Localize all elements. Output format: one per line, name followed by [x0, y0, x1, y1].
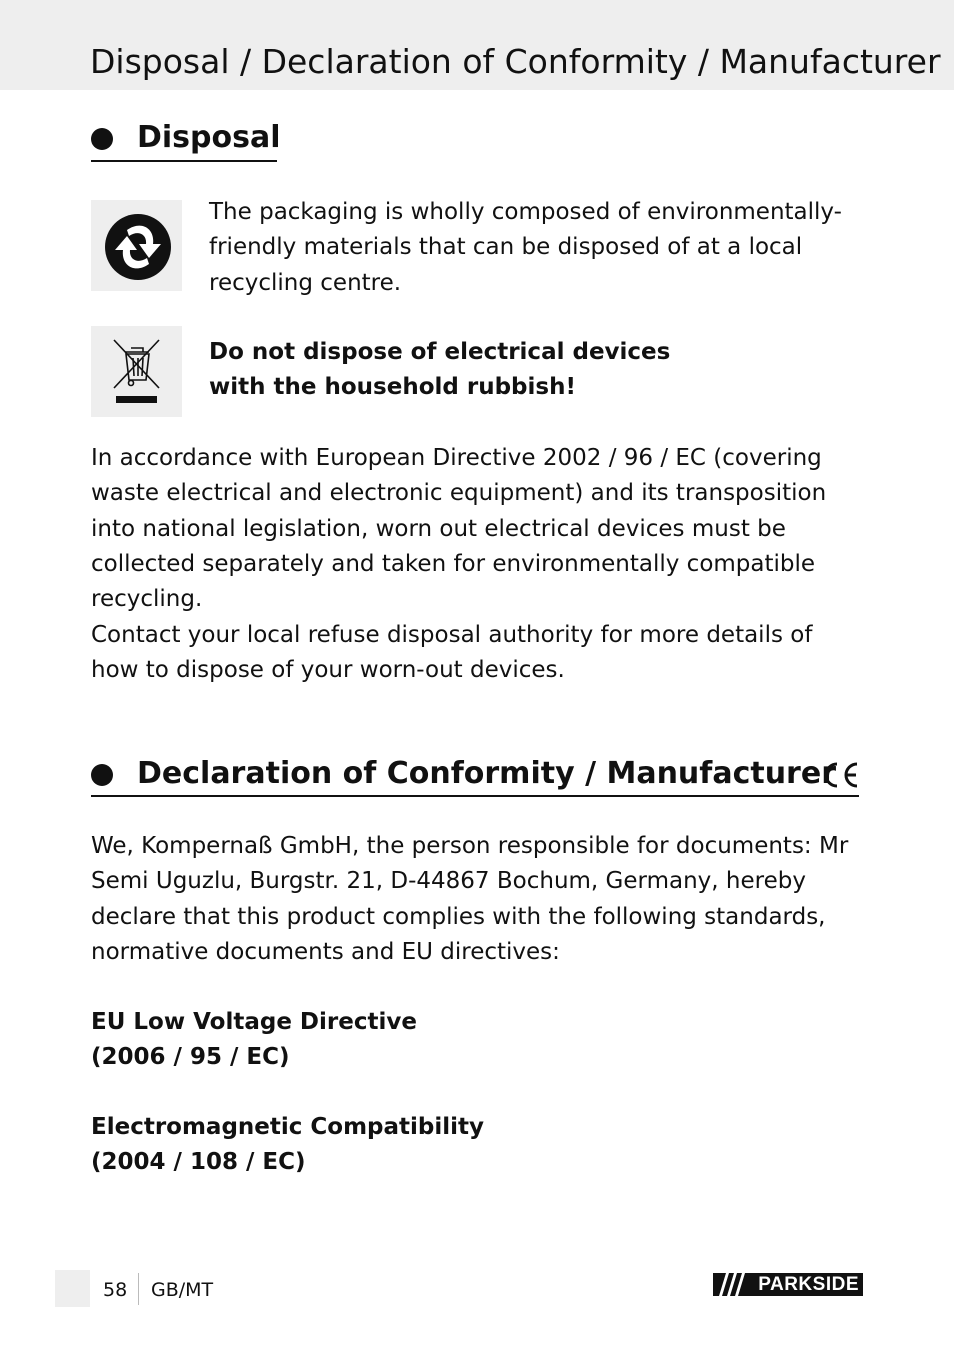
contact-paragraph: Contact your local refuse disposal authority for more details of how to dispose of your worn-out devices.: [91, 622, 813, 684]
green-dot-recycling-icon: [91, 200, 182, 291]
conformity-heading-rule: [91, 795, 859, 797]
declaration-paragraph: We, Kompernaß GmbH, the person responsible for documents: Mr Semi Uguzlu, Burgstr. 21, D-44867 Bochum, Germany, hereby declare that this product complies with the following standards, normative documents and EU directives:: [91, 833, 849, 965]
warning-line-1: Do not dispose of electrical devices: [209, 339, 671, 365]
standard-2-line-1: Electromagnetic Compatibility: [91, 1114, 485, 1140]
brand-logo: [713, 1273, 863, 1296]
ce-mark-icon: [821, 760, 861, 790]
warning-line-2: with the household rubbish!: [209, 374, 576, 400]
weee-icon-box: [91, 326, 182, 417]
recycle-icon-box: [91, 200, 182, 291]
directive-paragraph: In accordance with European Directive 2002 / 96 / EC (covering waste electrical and electronic equipment) and its transposition into national legislation, worn out electrical devices must be collected separately and taken for environmentally compatible recycling.: [91, 445, 827, 613]
standard-1-line-2: (2006 / 95 / EC): [91, 1044, 290, 1070]
bullet-icon: [91, 128, 113, 150]
disposal-heading-text: Disposal: [137, 120, 281, 155]
brand-name: PARKSIDE: [758, 1274, 859, 1295]
crossed-out-wheelie-bin-icon: [91, 326, 182, 417]
disposal-heading-rule: [91, 160, 277, 162]
footer-tab: [55, 1270, 90, 1307]
page-title: Disposal / Declaration of Conformity / Manufacturer: [90, 42, 941, 81]
page-language: GB/MT: [151, 1279, 214, 1301]
brand-stripes-icon: [717, 1273, 747, 1296]
standard-2-line-2: (2004 / 108 / EC): [91, 1149, 306, 1175]
packaging-text: The packaging is wholly composed of environmentally-friendly materials that can be disposed of at a local recycling centre.: [209, 199, 842, 296]
page-number: 58: [103, 1279, 128, 1301]
standard-1-line-1: EU Low Voltage Directive: [91, 1009, 417, 1035]
conformity-heading-text: Declaration of Conformity / Manufacturer: [137, 756, 836, 791]
footer-separator: [138, 1273, 139, 1305]
bullet-icon: [91, 764, 113, 786]
